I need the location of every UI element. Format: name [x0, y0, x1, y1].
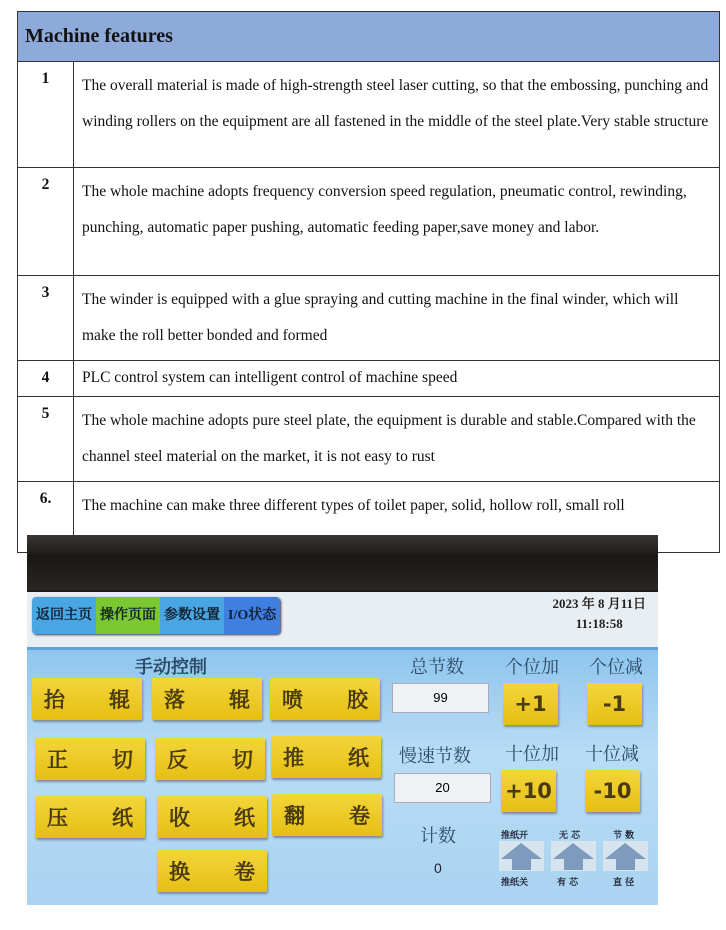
row-text: The winder is equipped with a glue spraying and cutting machine in the final winder, which will make the roll better bonded and formed	[74, 276, 720, 361]
table-row	[18, 168, 720, 276]
row-number: 5	[18, 397, 74, 482]
btn-char: 反	[167, 748, 188, 772]
core-toggle-arrow-icon[interactable]	[551, 841, 596, 871]
row-number: 2	[18, 168, 74, 276]
features-table	[17, 11, 720, 553]
plus-10-button[interactable]: +10	[501, 770, 556, 812]
btn-char: 收	[169, 806, 190, 830]
btn-char: 切	[112, 748, 133, 772]
plus-1-button[interactable]: +1	[503, 683, 558, 725]
tab-io-status[interactable]: I/O状态	[224, 597, 280, 634]
row-number: 1	[18, 62, 74, 168]
row-text: PLC control system can intelligent control of machine speed	[74, 361, 720, 397]
hmi-screen	[27, 592, 658, 905]
btn-char: 辊	[229, 688, 250, 712]
btn-char: 正	[47, 748, 68, 772]
lower-roller-button[interactable]	[152, 678, 262, 720]
total-sections-input[interactable]: 99	[392, 683, 489, 713]
btn-char: 压	[47, 806, 68, 830]
count-label: 计数	[420, 826, 456, 847]
spray-glue-button[interactable]	[270, 678, 380, 720]
row-number: 3	[18, 276, 74, 361]
slow-sections-input[interactable]: 20	[394, 773, 491, 803]
datetime	[552, 594, 646, 634]
btn-char: 抬	[44, 688, 65, 712]
with-core-label: 有 芯	[557, 878, 579, 888]
sections-label: 节 数	[613, 831, 635, 841]
btn-char: 落	[164, 688, 185, 712]
date: 2023 年 8 月11日	[552, 596, 646, 611]
sections-diameter-toggle-arrow-icon[interactable]	[603, 841, 648, 871]
btn-char: 胶	[347, 688, 368, 712]
tab-parameters[interactable]: 参数设置	[160, 597, 224, 634]
hmi-photo	[27, 535, 658, 905]
row-text: The whole machine adopts frequency conversion speed regulation, pneumatic control, rewinding, punching, automatic paper pushing, automatic feeding paper,save money and labor.	[74, 168, 720, 276]
row-text: The overall material is made of high-strength steel laser cutting, so that the embossing, punching and winding rollers on the equipment are all fastened in the middle of the steel plate.Very stable structure	[74, 62, 720, 168]
ones-sub-label: 个位减	[589, 657, 643, 678]
forward-cut-button[interactable]	[35, 738, 145, 780]
tab-home[interactable]: 返回主页	[32, 597, 96, 634]
press-paper-button[interactable]	[35, 796, 145, 838]
btn-char: 卷	[349, 804, 370, 828]
manual-control-panel	[27, 647, 658, 905]
table-row	[18, 397, 720, 482]
count-value: 0	[434, 860, 442, 876]
change-roll-button[interactable]	[157, 850, 267, 892]
lift-roller-button[interactable]	[32, 678, 142, 720]
table-row	[18, 276, 720, 361]
row-number: 6.	[18, 482, 74, 553]
btn-char: 纸	[348, 746, 369, 770]
time: 11:18:58	[575, 616, 623, 631]
btn-char: 推	[283, 746, 304, 770]
push-paper-off-label: 推纸关	[501, 878, 529, 888]
table-title: Machine features	[18, 12, 720, 62]
row-text: The machine can make three different types of toilet paper, solid, hollow roll, small roll	[74, 482, 720, 553]
minus-1-button[interactable]: -1	[587, 683, 642, 725]
tens-sub-label: 十位减	[585, 744, 639, 765]
btn-char: 纸	[112, 806, 133, 830]
manual-title: 手动控制	[135, 657, 207, 678]
btn-char: 翻	[284, 804, 305, 828]
push-paper-toggle-arrow-icon[interactable]	[499, 841, 544, 871]
push-paper-on-label: 推纸开	[501, 831, 529, 841]
tab-operation[interactable]: 操作页面	[96, 597, 160, 634]
flip-roll-button[interactable]	[272, 794, 382, 836]
btn-char: 纸	[234, 806, 255, 830]
tens-add-label: 十位加	[505, 744, 559, 765]
minus-10-button[interactable]: -10	[585, 770, 640, 812]
row-text: The whole machine adopts pure steel plate, the equipment is durable and stable.Compared with the channel steel material on the market, it is not easy to rust	[74, 397, 720, 482]
btn-char: 切	[232, 748, 253, 772]
no-core-label: 无 芯	[559, 831, 581, 841]
btn-char: 换	[169, 860, 190, 884]
collect-paper-button[interactable]	[157, 796, 267, 838]
btn-char: 喷	[282, 688, 303, 712]
table-row	[18, 62, 720, 168]
btn-char: 卷	[234, 860, 255, 884]
ones-add-label: 个位加	[505, 657, 559, 678]
diameter-label: 直 径	[613, 878, 635, 888]
screen-bezel	[27, 535, 658, 590]
slow-sections-label: 慢速节数	[399, 746, 471, 767]
table-row	[18, 361, 720, 397]
row-number: 4	[18, 361, 74, 397]
push-paper-button[interactable]	[271, 736, 381, 778]
total-sections-label: 总节数	[410, 657, 464, 678]
reverse-cut-button[interactable]	[155, 738, 265, 780]
btn-char: 辊	[109, 688, 130, 712]
hmi-tabs	[32, 597, 280, 634]
